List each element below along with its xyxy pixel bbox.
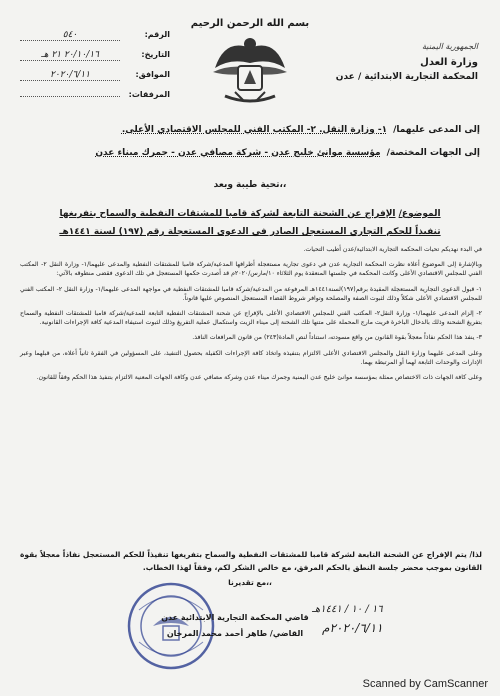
- ref-number-label: الرقم:: [144, 30, 170, 39]
- republic-name: الجمهورية اليمنية: [421, 42, 478, 51]
- body-paragraph: ١- قبول الدعوى التجارية المستعجلة المقيدة برقم(١٩٧)لسنة١٤٤١هـ المرفوعة من المدعية/شركة قامبا للمشتقات النفطية في مواجهة المدعى عليهما/١- وزارة النقل ٢- المكتب الفني للمجلس الاقتصادي الأعلى شكلاً وذلك لثبوت الصفة والمصلحة وتوافر شروط القضاء المستعجل المنصوص عليها قانوناً.: [20, 285, 482, 302]
- ref-corresp-value: ٢٠٢٠/٦/١١: [20, 70, 120, 81]
- respondents-value: ١- وزارة النقل. ٢- المكتب الفني للمجلس الاقتصادي الأعلى.: [121, 125, 388, 135]
- body-paragraph: ٢- إلزام المدعى عليهما/١- وزارة النقل٢- المكتب الفني للمجلس الاقتصادي الأعلى بالإفراج عن شحنة المشتقات النفطية التابعة للمدعية/شركة قامبا للمشتقات النفطية والسماح بتفريغ الشحنة وذلك بالدخال الباخرة فريت مارج المحملة على متنها تلك الشحنة إلى ميناء الزيت واستكمال عملية التفريغ وذلك لثبوت استيفاء المدعية كافة الإجراءات القانونية.: [20, 310, 482, 327]
- body-paragraph: وعلى المدعى عليهما وزارة النقل والمجلس الاقتصادي الأعلى الالتزام بتنفيذه واتخاذ كافة الإجراءات الكفيلة بحصول التنفيذ، على المسؤولين في الفقرة ثانياً أعلاه، من قبلهما وعبر الإدارات والوحدات التابعة لهما أو المرتبطة بهما.: [20, 349, 482, 366]
- ref-date-row: [20, 50, 170, 70]
- respondents-line: [20, 125, 480, 135]
- letterhead: [308, 42, 478, 82]
- ref-corresp-row: [20, 70, 170, 90]
- subject-label: الموضوع/: [398, 209, 441, 219]
- concerned-value: مؤسسة موانئ خليج عدن - شركة مصافي عدن - جمرك ميناء عدن: [95, 148, 381, 158]
- signature-block: [145, 610, 325, 642]
- ref-date-value: ٢٠/١٠/١٦ ٢١ هـ: [20, 50, 120, 61]
- letter-body: [20, 245, 482, 388]
- greeting: تحية طيبة وبعد،،: [213, 180, 287, 190]
- subject-line-1: الإفراج عن الشحنة التابعة لشركة قامبا للمشتقات النفطية والسماح بتفريغها: [59, 209, 396, 219]
- concerned-label: إلى الجهات المختصة/: [386, 148, 480, 158]
- subject-block: [20, 205, 480, 241]
- signer-title: قاضي المحكمة التجارية الابتدائية عدن: [161, 613, 309, 622]
- ref-attachments-label: المرفقات:: [128, 90, 170, 99]
- ministry-name: وزارة العدل: [420, 57, 478, 68]
- ref-number-value: ٥٤٠: [20, 30, 120, 41]
- reference-block: [20, 30, 170, 110]
- body-paragraph: وبالإشارة إلى الموضوع أعلاه نظرت المحكمة التجارية عدن في دعوى تجارية مستعجلة أطرافها المدعية/شركة قامبا للمشتقات النفطية والمدعى عليهما/١- وزارة النقل ٢- المكتب الفني للمجلس الاقتصادي الأعلى وكانت المحكمة في جلستها المنعقدة يوم الثلاثاء ١٠/مارس/٢٠٢٠م قد أصدرت حكمها المستعجل في تلك الدعوى فقضى منطوقه بالآتي:: [20, 261, 483, 278]
- signer-name: القاضي/ طاهر أحمد محمد المرخان: [166, 629, 304, 638]
- ref-date-label: التاريخ:: [141, 50, 170, 59]
- ref-corresp-label: الموافق:: [135, 70, 170, 79]
- camscanner-watermark: Scanned by CamScanner: [362, 678, 488, 690]
- concerned-line: [20, 148, 480, 158]
- national-emblem-icon: [205, 28, 295, 108]
- handwritten-date: [312, 604, 462, 635]
- handwritten-date-hijri: ١٦ / ١٠ / ١٤٤١هـ: [312, 604, 383, 615]
- body-paragraph: ٣- ينفذ هذا الحكم نفاذاً معجلاً بقوة القانون من واقع مسودته، استناداً لنص المادة(٢٤٣) من قانون المرافعات النافذ.: [192, 334, 482, 342]
- regards-line: مع تقديرنا،،: [228, 578, 272, 587]
- handwritten-date-gregorian: ٢٠٢٠/٦/١١م: [322, 621, 383, 635]
- subject-line-2: تنفيذاً للحكم التجاري المستعجل الصادر في الدعوى المستعجلة رقم (١٩٧) لسنة ١٤٤١هـ: [59, 227, 441, 237]
- ref-number-row: [20, 30, 170, 50]
- conclusion-paragraph: لذا/ يتم الإفراج عن الشحنة التابعة لشركة قامبا للمشتقات النفطية والسماح بتفريغها تنفيذاً للحكم المستعجل نفاذاً معجلاً بقوة القانون بموجب محضر جلسة النطق بالحكم المرفق، مع خالص الشكر لكم، وفقاً لهذا الخطاب.: [20, 550, 482, 572]
- court-name: المحكمة التجارية الابتدائية / عدن: [335, 72, 478, 82]
- body-paragraph: في البدء نهديكم تحيات المحكمة التجارية الابتدائية/عدن أطيب التحيات.: [303, 246, 482, 253]
- respondents-label: إلى المدعى عليهما/: [393, 125, 480, 135]
- body-paragraph: وعلى كافة الجهات ذات الاختصاص ممثلة بمؤسسة موانئ خليج عدن اليمنية وجمرك ميناء عدن وشركة مصافي عدن وكافة الجهات المعنية الالتزام بتنفيذ هذا الحكم وفقاً للقانون.: [36, 374, 482, 382]
- ref-attachments-value: [20, 96, 120, 97]
- basmala: بسم الله الرحمن الرحيم: [190, 18, 310, 29]
- ref-attachments-row: [20, 90, 170, 110]
